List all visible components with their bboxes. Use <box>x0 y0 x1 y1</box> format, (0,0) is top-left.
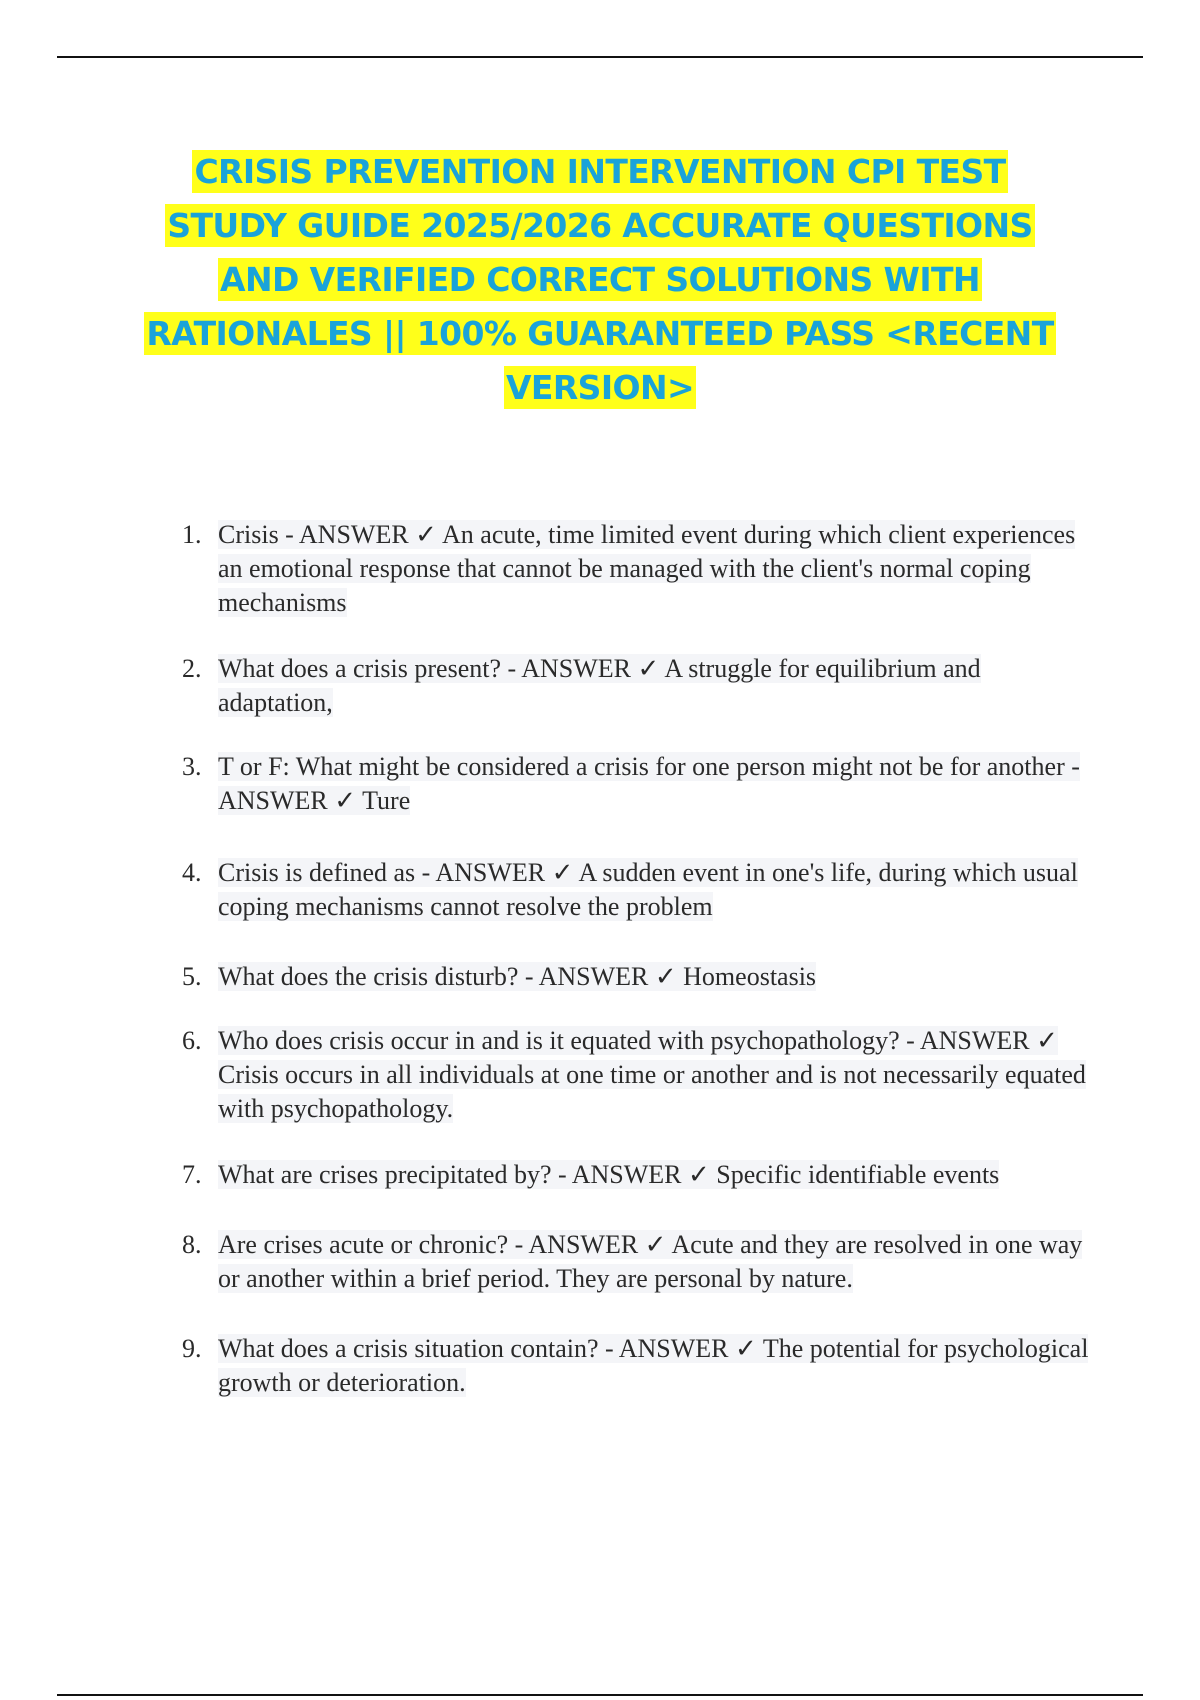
list-item <box>170 960 1090 994</box>
title-block <box>130 145 1070 415</box>
item-number: 4. <box>182 858 202 887</box>
list-item <box>170 856 1090 924</box>
item-number: 6. <box>182 1026 202 1055</box>
item-number: 3. <box>182 752 202 781</box>
item-number: 7. <box>182 1160 202 1189</box>
item-number: 9. <box>182 1334 202 1363</box>
list-item <box>170 1158 1090 1192</box>
item-number: 8. <box>182 1230 202 1259</box>
item-text: Crisis is defined as - ANSWER ✓ A sudden event in one's life, during which usual coping mechanisms cannot resolve the problem <box>218 858 1078 921</box>
list-item <box>170 1024 1090 1126</box>
item-text: Crisis - ANSWER ✓ An acute, time limited event during which client experiences an emotional response that cannot be managed with the client's normal coping mechanisms <box>218 520 1076 617</box>
top-rule <box>57 56 1143 58</box>
item-text: What does a crisis situation contain? - ANSWER ✓ The potential for psychological growth or deterioration. <box>218 1334 1089 1397</box>
list-item <box>170 518 1090 620</box>
item-number: 1. <box>182 520 202 549</box>
list-item <box>170 750 1090 818</box>
list-item <box>170 1332 1090 1400</box>
document-title: CRISIS PREVENTION INTERVENTION CPI TEST STUDY GUIDE 2025/2026 ACCURATE QUESTIONS AND VERIFIED CORRECT SOLUTIONS WITH RATIONALES || 100% GUARANTEED PASS <RECENT VERSION> <box>146 152 1054 407</box>
list-item <box>170 1228 1090 1296</box>
list-item <box>170 652 1090 720</box>
item-text: T or F: What might be considered a crisis for one person might not be for another - ANSWER ✓ Ture <box>218 752 1080 815</box>
question-answer-list <box>170 518 1090 1400</box>
bottom-rule <box>57 1694 1143 1696</box>
item-text: What does the crisis disturb? - ANSWER ✓ Homeostasis <box>218 962 817 991</box>
item-text: Are crises acute or chronic? - ANSWER ✓ Acute and they are resolved in one way or another within a brief period. They are personal by nature. <box>218 1230 1083 1293</box>
item-text: Who does crisis occur in and is it equated with psychopathology? - ANSWER ✓ Crisis occurs in all individuals at one time or another and is not necessarily equated with psychopathology. <box>218 1026 1086 1123</box>
item-number: 5. <box>182 962 202 991</box>
item-text: What does a crisis present? - ANSWER ✓ A struggle for equilibrium and adaptation, <box>218 654 981 717</box>
item-text: What are crises precipitated by? - ANSWER ✓ Specific identifiable events <box>218 1160 1000 1189</box>
item-number: 2. <box>182 654 202 683</box>
